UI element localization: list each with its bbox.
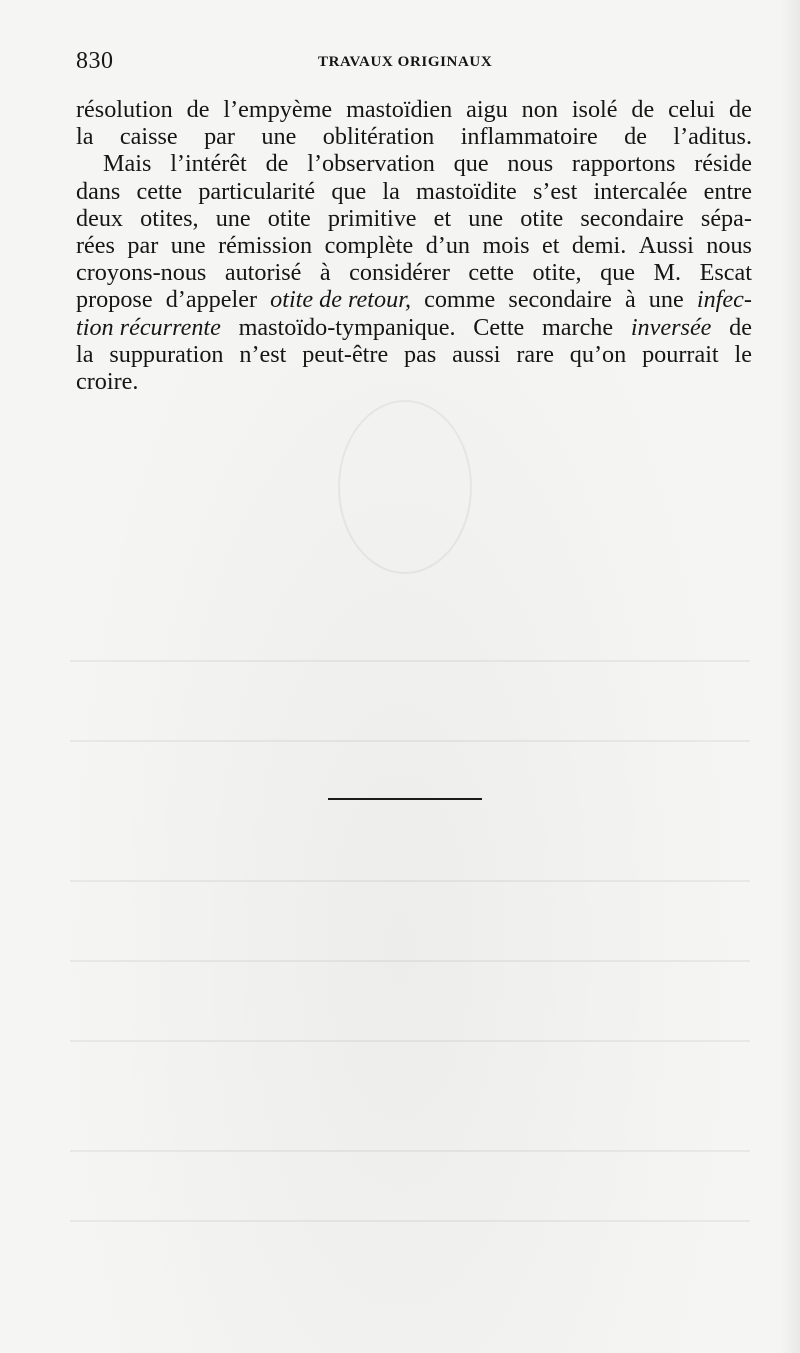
word: mois — [482, 231, 530, 259]
word: comme — [424, 286, 496, 314]
word: par — [204, 123, 235, 151]
word: nous — [507, 150, 554, 178]
show-through-line — [70, 1150, 750, 1152]
word: Escat — [699, 259, 752, 287]
word: à — [319, 259, 331, 287]
word: s’est — [532, 177, 578, 205]
word: complète — [324, 231, 414, 259]
word: secondaire — [508, 286, 612, 314]
page-header — [76, 48, 752, 78]
word: Mais — [103, 150, 152, 178]
word: la — [76, 123, 94, 151]
word: otite — [267, 204, 311, 232]
word: rémission — [218, 231, 313, 259]
word: résolution — [76, 96, 173, 123]
word: M. — [653, 259, 682, 287]
word: cette — [136, 177, 183, 205]
word: secondaire — [580, 204, 684, 232]
word: de — [624, 123, 647, 151]
italic-word: tion récurrente — [76, 313, 221, 341]
word: cette — [468, 259, 515, 287]
text-line — [76, 286, 752, 313]
word: une — [261, 123, 297, 151]
text-line — [76, 314, 752, 341]
italic-word: infec- — [696, 286, 752, 314]
word: l’intérêt — [170, 150, 247, 178]
word: deux — [76, 204, 124, 232]
italic-word: otite de retour, — [270, 286, 411, 314]
word: que — [453, 150, 489, 178]
word: la — [76, 340, 94, 368]
word: inflammatoire — [460, 123, 598, 151]
word: et — [541, 231, 560, 259]
text-line — [76, 259, 752, 286]
word: otite, — [532, 259, 582, 287]
word: une — [648, 286, 684, 314]
word: Aussi — [638, 231, 694, 259]
word: aussi — [452, 340, 501, 368]
word: peut-être — [302, 340, 389, 368]
word: aigu — [466, 96, 508, 123]
show-through-line — [70, 880, 750, 882]
word: dans — [76, 177, 121, 205]
text-line — [76, 205, 752, 232]
word: rapportons — [571, 150, 676, 178]
word: n’est — [239, 340, 287, 368]
word: l’observation — [307, 150, 435, 178]
word: rare — [516, 340, 554, 368]
word: l’empyème — [223, 96, 333, 123]
word: nous — [706, 231, 752, 259]
text-line — [76, 341, 752, 368]
italic-word: inversée — [630, 313, 712, 341]
text-line — [76, 232, 752, 259]
word: réside — [694, 150, 752, 178]
word: pourrait — [642, 340, 719, 368]
show-through-line — [70, 1220, 750, 1222]
section-rule — [328, 798, 482, 800]
word: que — [331, 177, 367, 205]
word: propose — [76, 286, 153, 314]
text-line — [76, 150, 752, 177]
text-line — [76, 96, 752, 123]
word: demi. — [571, 231, 627, 259]
word: d’appeler — [165, 286, 258, 314]
word: une — [170, 231, 206, 259]
word: une — [468, 204, 504, 232]
word: rées — [76, 231, 115, 259]
word: caisse — [119, 123, 178, 151]
show-through-line — [70, 960, 750, 962]
word: mastoïdo-tympanique. — [238, 313, 456, 341]
word: particularité — [198, 177, 316, 205]
word: mastoïdite — [416, 177, 517, 205]
word: primitive — [327, 204, 417, 232]
word: de — [729, 96, 752, 123]
word: qu’on — [569, 340, 627, 368]
text-line — [76, 368, 752, 395]
word: marche — [541, 313, 614, 341]
word: et — [433, 204, 452, 232]
word: Cette — [473, 313, 525, 341]
show-through-line — [70, 660, 750, 662]
word: de — [631, 96, 655, 123]
word: oblitération — [322, 123, 435, 151]
word: à — [624, 286, 636, 314]
show-through-line — [70, 740, 750, 742]
word: d’un — [425, 231, 471, 259]
word: autorisé — [224, 259, 302, 287]
show-through-figure — [338, 400, 472, 574]
word: intercalée — [593, 177, 688, 205]
word: isolé — [571, 96, 618, 123]
text-line — [76, 178, 752, 205]
text-line — [76, 123, 752, 150]
word: pas — [404, 340, 437, 368]
word: de — [186, 96, 210, 123]
page-number: 830 — [76, 48, 114, 74]
word: la — [382, 177, 400, 205]
word: que — [600, 259, 636, 287]
body-paragraphs — [76, 96, 752, 395]
word: mastoïdien — [346, 96, 453, 123]
word: , — [404, 286, 411, 314]
word: de — [265, 150, 289, 178]
word: entre — [703, 177, 752, 205]
word: considérer — [349, 259, 450, 287]
word: non — [521, 96, 558, 123]
word: otites, — [140, 204, 199, 232]
word: de — [729, 313, 752, 341]
word: croyons-nous — [76, 259, 207, 287]
word: l’aditus. — [673, 123, 752, 151]
word: suppuration — [109, 340, 224, 368]
word: par — [127, 231, 159, 259]
running-title: TRAVAUX ORIGINAUX — [318, 54, 493, 70]
word: celui — [668, 96, 716, 123]
word: otite — [520, 204, 564, 232]
word: une — [215, 204, 251, 232]
word: croire. — [76, 367, 139, 395]
show-through-line — [70, 1040, 750, 1042]
word: sépa- — [700, 204, 752, 232]
word: le — [734, 340, 752, 368]
